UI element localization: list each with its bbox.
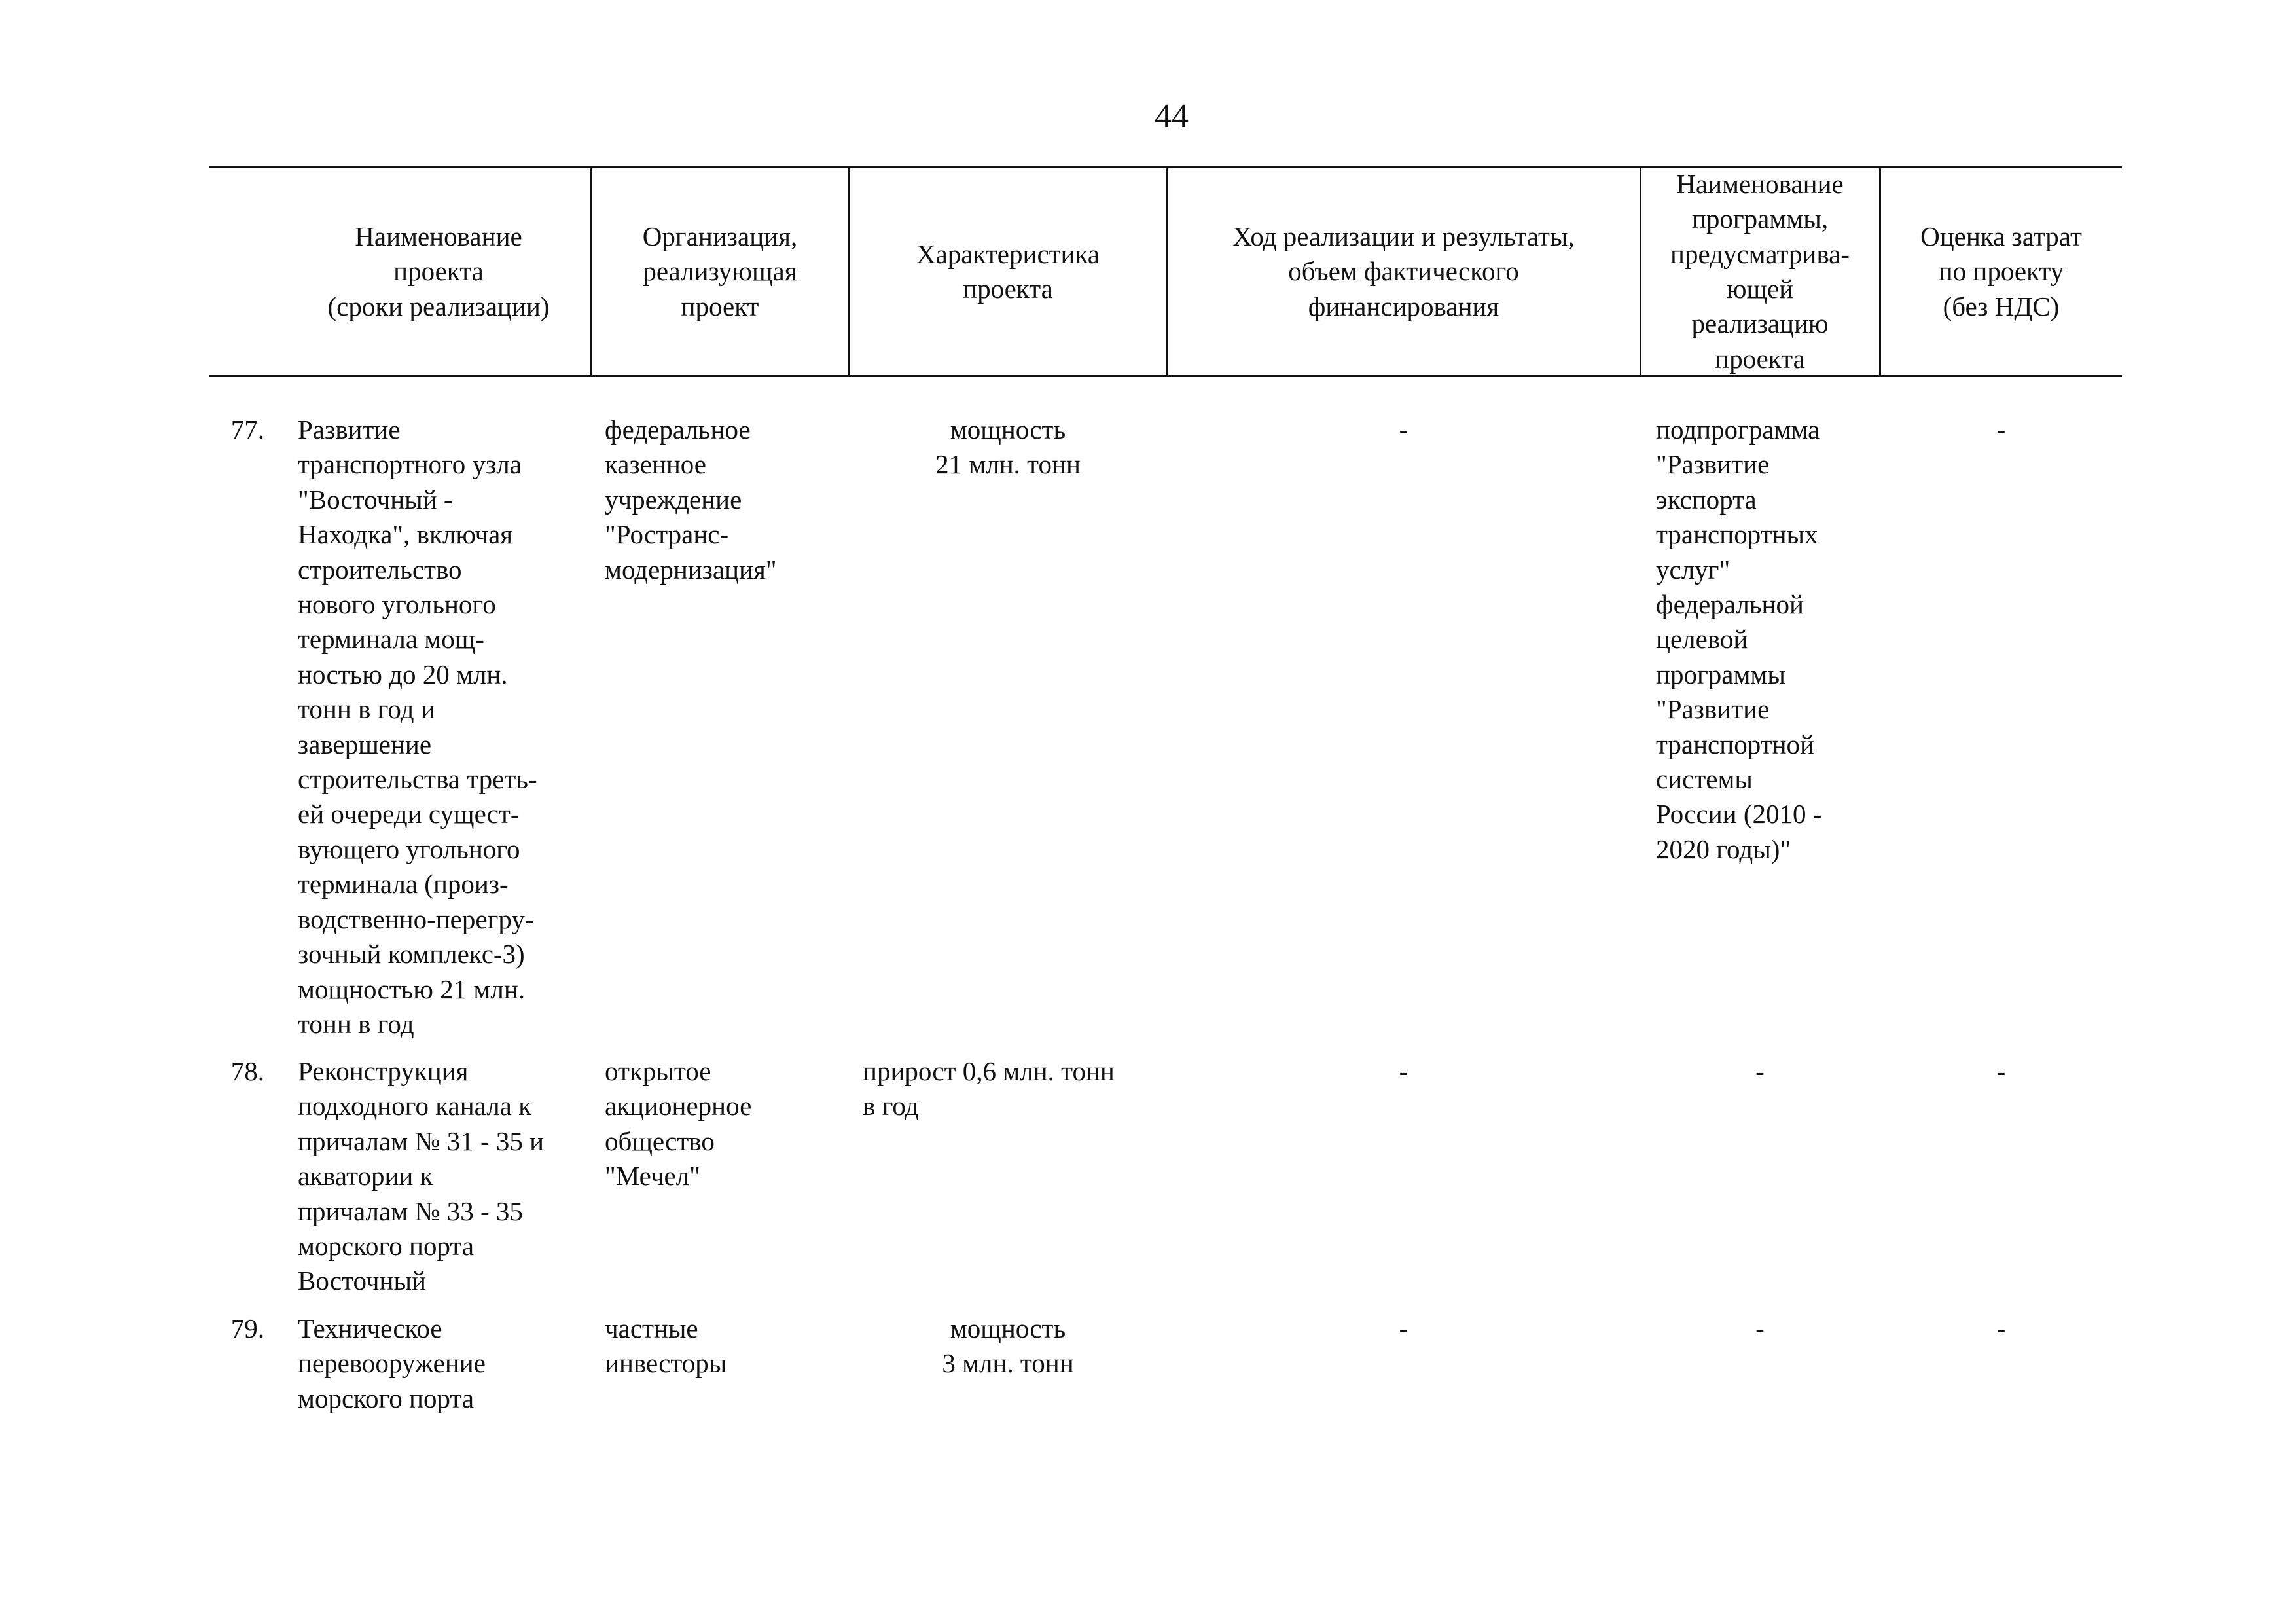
program: подпрограмма "Развитие экспорта транспортных услуг" федеральной целевой программы "Развитие транспортной системы России (2010 - 2020 годы)" <box>1656 414 1822 864</box>
row-number: 78. <box>230 1056 264 1086</box>
row-number: 77. <box>230 414 264 445</box>
row-number: 79. <box>230 1313 264 1343</box>
header-divider <box>1166 168 1168 376</box>
organization: частные инвесторы <box>605 1313 727 1379</box>
cost-estimate: - <box>1996 414 2006 445</box>
organization: федеральное казенное учреждение "Ространс- модернизация" <box>605 414 777 585</box>
characteristics: мощность 21 млн. тонн <box>935 414 1081 480</box>
cost-estimate: - <box>1996 1056 2006 1086</box>
characteristics: мощность 3 млн. тонн <box>942 1313 1074 1379</box>
header-project-name: Наименование проекта (сроки реализации) <box>327 221 550 321</box>
header-characteristics: Характеристика проекта <box>916 238 1100 304</box>
header-progress: Ход реализации и результаты, объем фактического финансирования <box>1232 221 1575 321</box>
project-name: Развитие транспортного узла "Восточный - Находка", включая строительство нового угольного терминала мощ- ностью до 20 млн. тонн в год и завершение строительства треть- ей очереди сущест- вующего угольного терминала (произ- водственно-перегру- зочный комплекс-3) мощностью 21 млн. тонн в год <box>298 414 537 1039</box>
progress: - <box>1399 1056 1408 1086</box>
progress: - <box>1399 414 1408 445</box>
program: - <box>1755 1313 1765 1343</box>
cost-estimate: - <box>1996 1313 2006 1343</box>
project-name: Техническое перевооружение морского порта <box>298 1313 486 1413</box>
progress: - <box>1399 1313 1408 1343</box>
header-cost: Оценка затрат по проекту (без НДС) <box>1920 221 2082 321</box>
page-number: 44 <box>1155 98 1189 135</box>
header-divider <box>590 168 592 376</box>
header-organization: Организация, реализующая проект <box>642 221 798 321</box>
organization: открытое акционерное общество "Мечел" <box>605 1056 752 1192</box>
header-program: Наименование программы, предусматрива- ющей реализацию проекта <box>1670 168 1850 374</box>
header-divider <box>1879 168 1881 376</box>
header-divider <box>1640 168 1641 376</box>
project-name: Реконструкция подходного канала к причалам № 31 - 35 и акватории к причалам № 33 - 35 морского порта Восточный <box>298 1056 545 1296</box>
characteristics: прирост 0,6 млн. тонн в год <box>863 1056 1115 1122</box>
program: - <box>1755 1056 1765 1086</box>
header-divider <box>848 168 850 376</box>
